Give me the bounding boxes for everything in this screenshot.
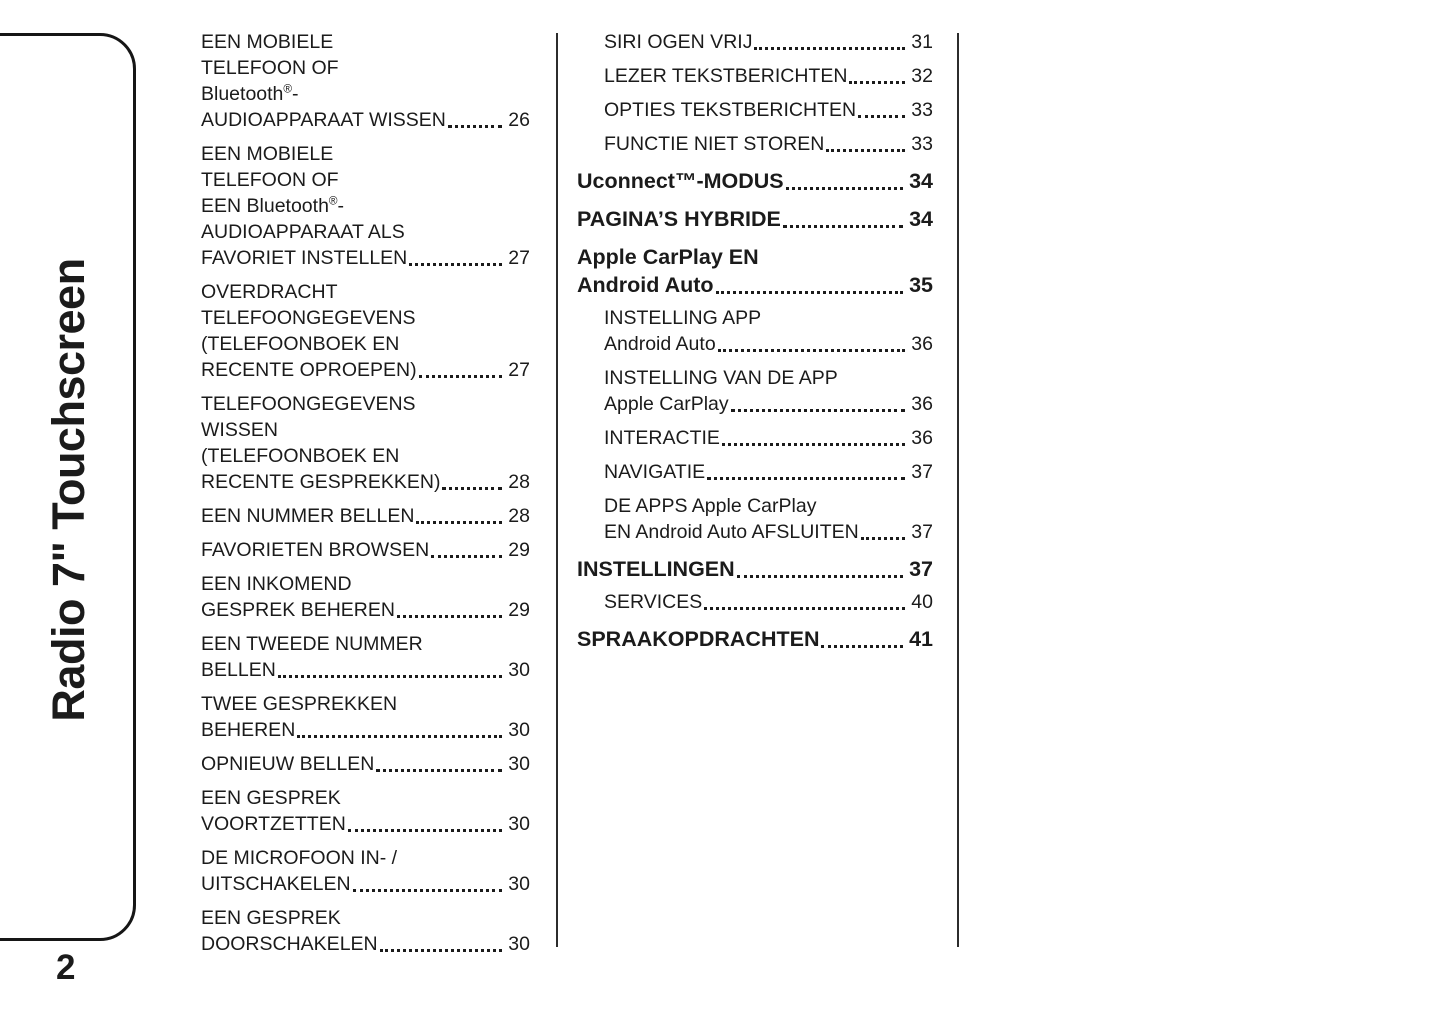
dot-leader bbox=[380, 949, 503, 952]
toc-entry bbox=[577, 97, 933, 123]
dot-leader bbox=[278, 675, 503, 678]
column-divider-left bbox=[556, 33, 558, 947]
toc-page-ref: 28 bbox=[508, 505, 530, 527]
toc-entry-label: RECENTE GESPREKKEN) bbox=[201, 471, 441, 493]
toc-page-ref: 40 bbox=[911, 591, 933, 613]
toc-entry-label: RECENTE OPROEPEN) bbox=[201, 359, 417, 381]
toc-entry-label: EEN MOBIELE bbox=[201, 143, 334, 165]
toc-entry-label: EEN Bluetooth®- bbox=[201, 194, 345, 217]
toc-entry-label: EEN GESPREK bbox=[201, 787, 341, 809]
toc-entry bbox=[577, 425, 933, 451]
toc-entry-label: OPTIES TEKSTBERICHTEN bbox=[604, 99, 857, 121]
toc-entry-label: Android Auto bbox=[604, 333, 716, 355]
dot-leader bbox=[416, 521, 502, 524]
toc-entry-label: DE APPS Apple CarPlay bbox=[604, 495, 817, 517]
toc-page-ref: 29 bbox=[508, 539, 530, 561]
toc-entry-label: UITSCHAKELEN bbox=[201, 873, 351, 895]
toc-entry-label: LEZER TEKSTBERICHTEN bbox=[604, 65, 848, 87]
toc-page-ref: 36 bbox=[911, 427, 933, 449]
toc-entry-label: EN Android Auto AFSLUITEN bbox=[604, 521, 859, 543]
toc-entry-label: EEN MOBIELE bbox=[201, 31, 334, 53]
dot-leader bbox=[704, 607, 905, 610]
toc-page-ref: 37 bbox=[911, 461, 933, 483]
toc-entry-label: INSTELLINGEN bbox=[577, 557, 735, 581]
toc-entry-label: TELEFOONGEGEVENS bbox=[201, 307, 416, 329]
toc-entry-label: Bluetooth®- bbox=[201, 82, 299, 105]
toc-column-right bbox=[577, 29, 933, 659]
toc-entry bbox=[577, 63, 933, 89]
column-divider-right bbox=[957, 33, 959, 947]
toc-page-ref: 41 bbox=[909, 627, 933, 651]
page-number: 2 bbox=[56, 948, 76, 987]
dot-leader bbox=[716, 291, 904, 294]
toc-entry-label: (TELEFOONBOEK EN bbox=[201, 445, 400, 467]
toc-page-ref: 30 bbox=[508, 719, 530, 741]
toc-page-ref: 28 bbox=[508, 471, 530, 493]
toc-entry-label: DOORSCHAKELEN bbox=[201, 933, 378, 955]
toc-entry bbox=[174, 141, 530, 271]
toc-entry-label: FAVORIET INSTELLEN bbox=[201, 247, 408, 269]
dot-leader bbox=[849, 81, 905, 84]
toc-entry bbox=[174, 785, 530, 837]
toc-entry-label: INTERACTIE bbox=[604, 427, 720, 449]
toc-entry-label: EEN GESPREK bbox=[201, 907, 341, 929]
toc-entry-label: (TELEFOONBOEK EN bbox=[201, 333, 400, 355]
toc-entry bbox=[174, 845, 530, 897]
toc-entry-label: BELLEN bbox=[201, 659, 276, 681]
toc-page-ref: 30 bbox=[508, 933, 530, 955]
toc-entry-label: EEN TWEEDE NUMMER bbox=[201, 633, 423, 655]
toc-entry bbox=[577, 555, 933, 583]
toc-entry-label: Apple CarPlay bbox=[604, 393, 729, 415]
toc-entry bbox=[577, 589, 933, 615]
dot-leader bbox=[348, 829, 502, 832]
toc-entry bbox=[174, 279, 530, 383]
toc-entry bbox=[577, 305, 933, 357]
toc-entry bbox=[174, 905, 530, 957]
toc-entry bbox=[174, 537, 530, 563]
toc-page-ref: 26 bbox=[508, 109, 530, 131]
toc-page-ref: 30 bbox=[508, 813, 530, 835]
dot-leader bbox=[737, 575, 903, 578]
toc-entry-label: SERVICES bbox=[604, 591, 703, 613]
toc-page-ref: 27 bbox=[508, 247, 530, 269]
toc-entry bbox=[577, 625, 933, 653]
dot-leader bbox=[826, 149, 905, 152]
toc-entry-label: GESPREK BEHEREN bbox=[201, 599, 395, 621]
dot-leader bbox=[397, 615, 502, 618]
toc-entry bbox=[174, 571, 530, 623]
toc-entry-label: VOORTZETTEN bbox=[201, 813, 346, 835]
toc-page-ref: 34 bbox=[909, 169, 933, 193]
toc-entry-label: TWEE GESPREKKEN bbox=[201, 693, 398, 715]
toc-page-ref: 36 bbox=[911, 333, 933, 355]
toc-entry-label: TELEFOONGEGEVENS bbox=[201, 393, 416, 415]
toc-page-ref: 33 bbox=[911, 133, 933, 155]
dot-leader bbox=[419, 375, 503, 378]
toc-entry-label: AUDIOAPPARAAT WISSEN bbox=[201, 109, 446, 131]
dot-leader bbox=[431, 555, 502, 558]
dot-leader bbox=[754, 47, 905, 50]
toc-entry-label: EEN INKOMEND bbox=[201, 573, 352, 595]
toc-entry bbox=[577, 493, 933, 545]
dot-leader bbox=[786, 187, 903, 190]
toc-column-left bbox=[174, 29, 530, 965]
toc-page-ref: 30 bbox=[508, 873, 530, 895]
dot-leader bbox=[376, 769, 502, 772]
toc-entry bbox=[577, 365, 933, 417]
toc-page-ref: 37 bbox=[911, 521, 933, 543]
toc-page-ref: 30 bbox=[508, 753, 530, 775]
dot-leader bbox=[707, 477, 905, 480]
toc-entry-label: OPNIEUW BELLEN bbox=[201, 753, 375, 775]
dot-leader bbox=[409, 263, 502, 266]
toc-page-ref: 31 bbox=[911, 31, 933, 53]
toc-page-ref: 33 bbox=[911, 99, 933, 121]
toc-entry-label: TELEFOON OF bbox=[201, 169, 339, 191]
toc-entry-label: TELEFOON OF bbox=[201, 57, 339, 79]
toc-entry bbox=[577, 131, 933, 157]
toc-page-ref: 27 bbox=[508, 359, 530, 381]
toc-entry bbox=[577, 243, 933, 299]
toc-entry bbox=[577, 167, 933, 195]
toc-entry bbox=[174, 691, 530, 743]
toc-entry bbox=[577, 459, 933, 485]
toc-page-ref: 37 bbox=[909, 557, 933, 581]
toc-entry-label: Apple CarPlay EN bbox=[577, 245, 759, 269]
dot-leader bbox=[297, 735, 502, 738]
toc-entry-label: FAVORIETEN BROWSEN bbox=[201, 539, 430, 561]
toc-page-ref: 34 bbox=[909, 207, 933, 231]
toc-entry-label: Uconnect™-MODUS bbox=[577, 169, 784, 193]
toc-entry bbox=[174, 29, 530, 133]
toc-entry-label: SIRI OGEN VRIJ bbox=[604, 31, 753, 53]
toc-entry bbox=[174, 751, 530, 777]
toc-page-ref: 35 bbox=[909, 273, 933, 297]
toc-entry bbox=[174, 631, 530, 683]
chapter-side-tab bbox=[0, 33, 136, 941]
dot-leader bbox=[442, 487, 502, 490]
dot-leader bbox=[731, 409, 906, 412]
dot-leader bbox=[861, 537, 906, 540]
toc-page-ref: 29 bbox=[508, 599, 530, 621]
toc-entry-label: NAVIGATIE bbox=[604, 461, 706, 483]
toc-entry-label: INSTELLING VAN DE APP bbox=[604, 367, 838, 389]
toc-entry-label: WISSEN bbox=[201, 419, 278, 441]
toc-entry-label: SPRAAKOPDRACHTEN bbox=[577, 627, 820, 651]
dot-leader bbox=[722, 443, 905, 446]
toc-page-ref: 36 bbox=[911, 393, 933, 415]
chapter-title-vertical: Radio 7" Touchscreen bbox=[43, 258, 94, 722]
dot-leader bbox=[821, 645, 903, 648]
toc-entry-label: AUDIOAPPARAAT ALS bbox=[201, 221, 405, 243]
toc-entry bbox=[174, 391, 530, 495]
toc-entry-label: PAGINA’S HYBRIDE bbox=[577, 207, 781, 231]
dot-leader bbox=[783, 225, 903, 228]
dot-leader bbox=[353, 889, 503, 892]
toc-entry bbox=[577, 205, 933, 233]
toc-entry-label: EEN NUMMER BELLEN bbox=[201, 505, 415, 527]
toc-entry-label: Android Auto bbox=[577, 273, 714, 297]
dot-leader bbox=[718, 349, 906, 352]
toc-entry bbox=[577, 29, 933, 55]
toc-page-ref: 30 bbox=[508, 659, 530, 681]
dot-leader bbox=[448, 125, 502, 128]
toc-entry-label: DE MICROFOON IN- / bbox=[201, 847, 398, 869]
toc-entry-label: INSTELLING APP bbox=[604, 307, 762, 329]
toc-page-ref: 32 bbox=[911, 65, 933, 87]
toc-entry-label: OVERDRACHT bbox=[201, 281, 338, 303]
dot-leader bbox=[858, 115, 905, 118]
toc-entry bbox=[174, 503, 530, 529]
toc-entry-label: FUNCTIE NIET STOREN bbox=[604, 133, 825, 155]
toc-entry-label: BEHEREN bbox=[201, 719, 296, 741]
